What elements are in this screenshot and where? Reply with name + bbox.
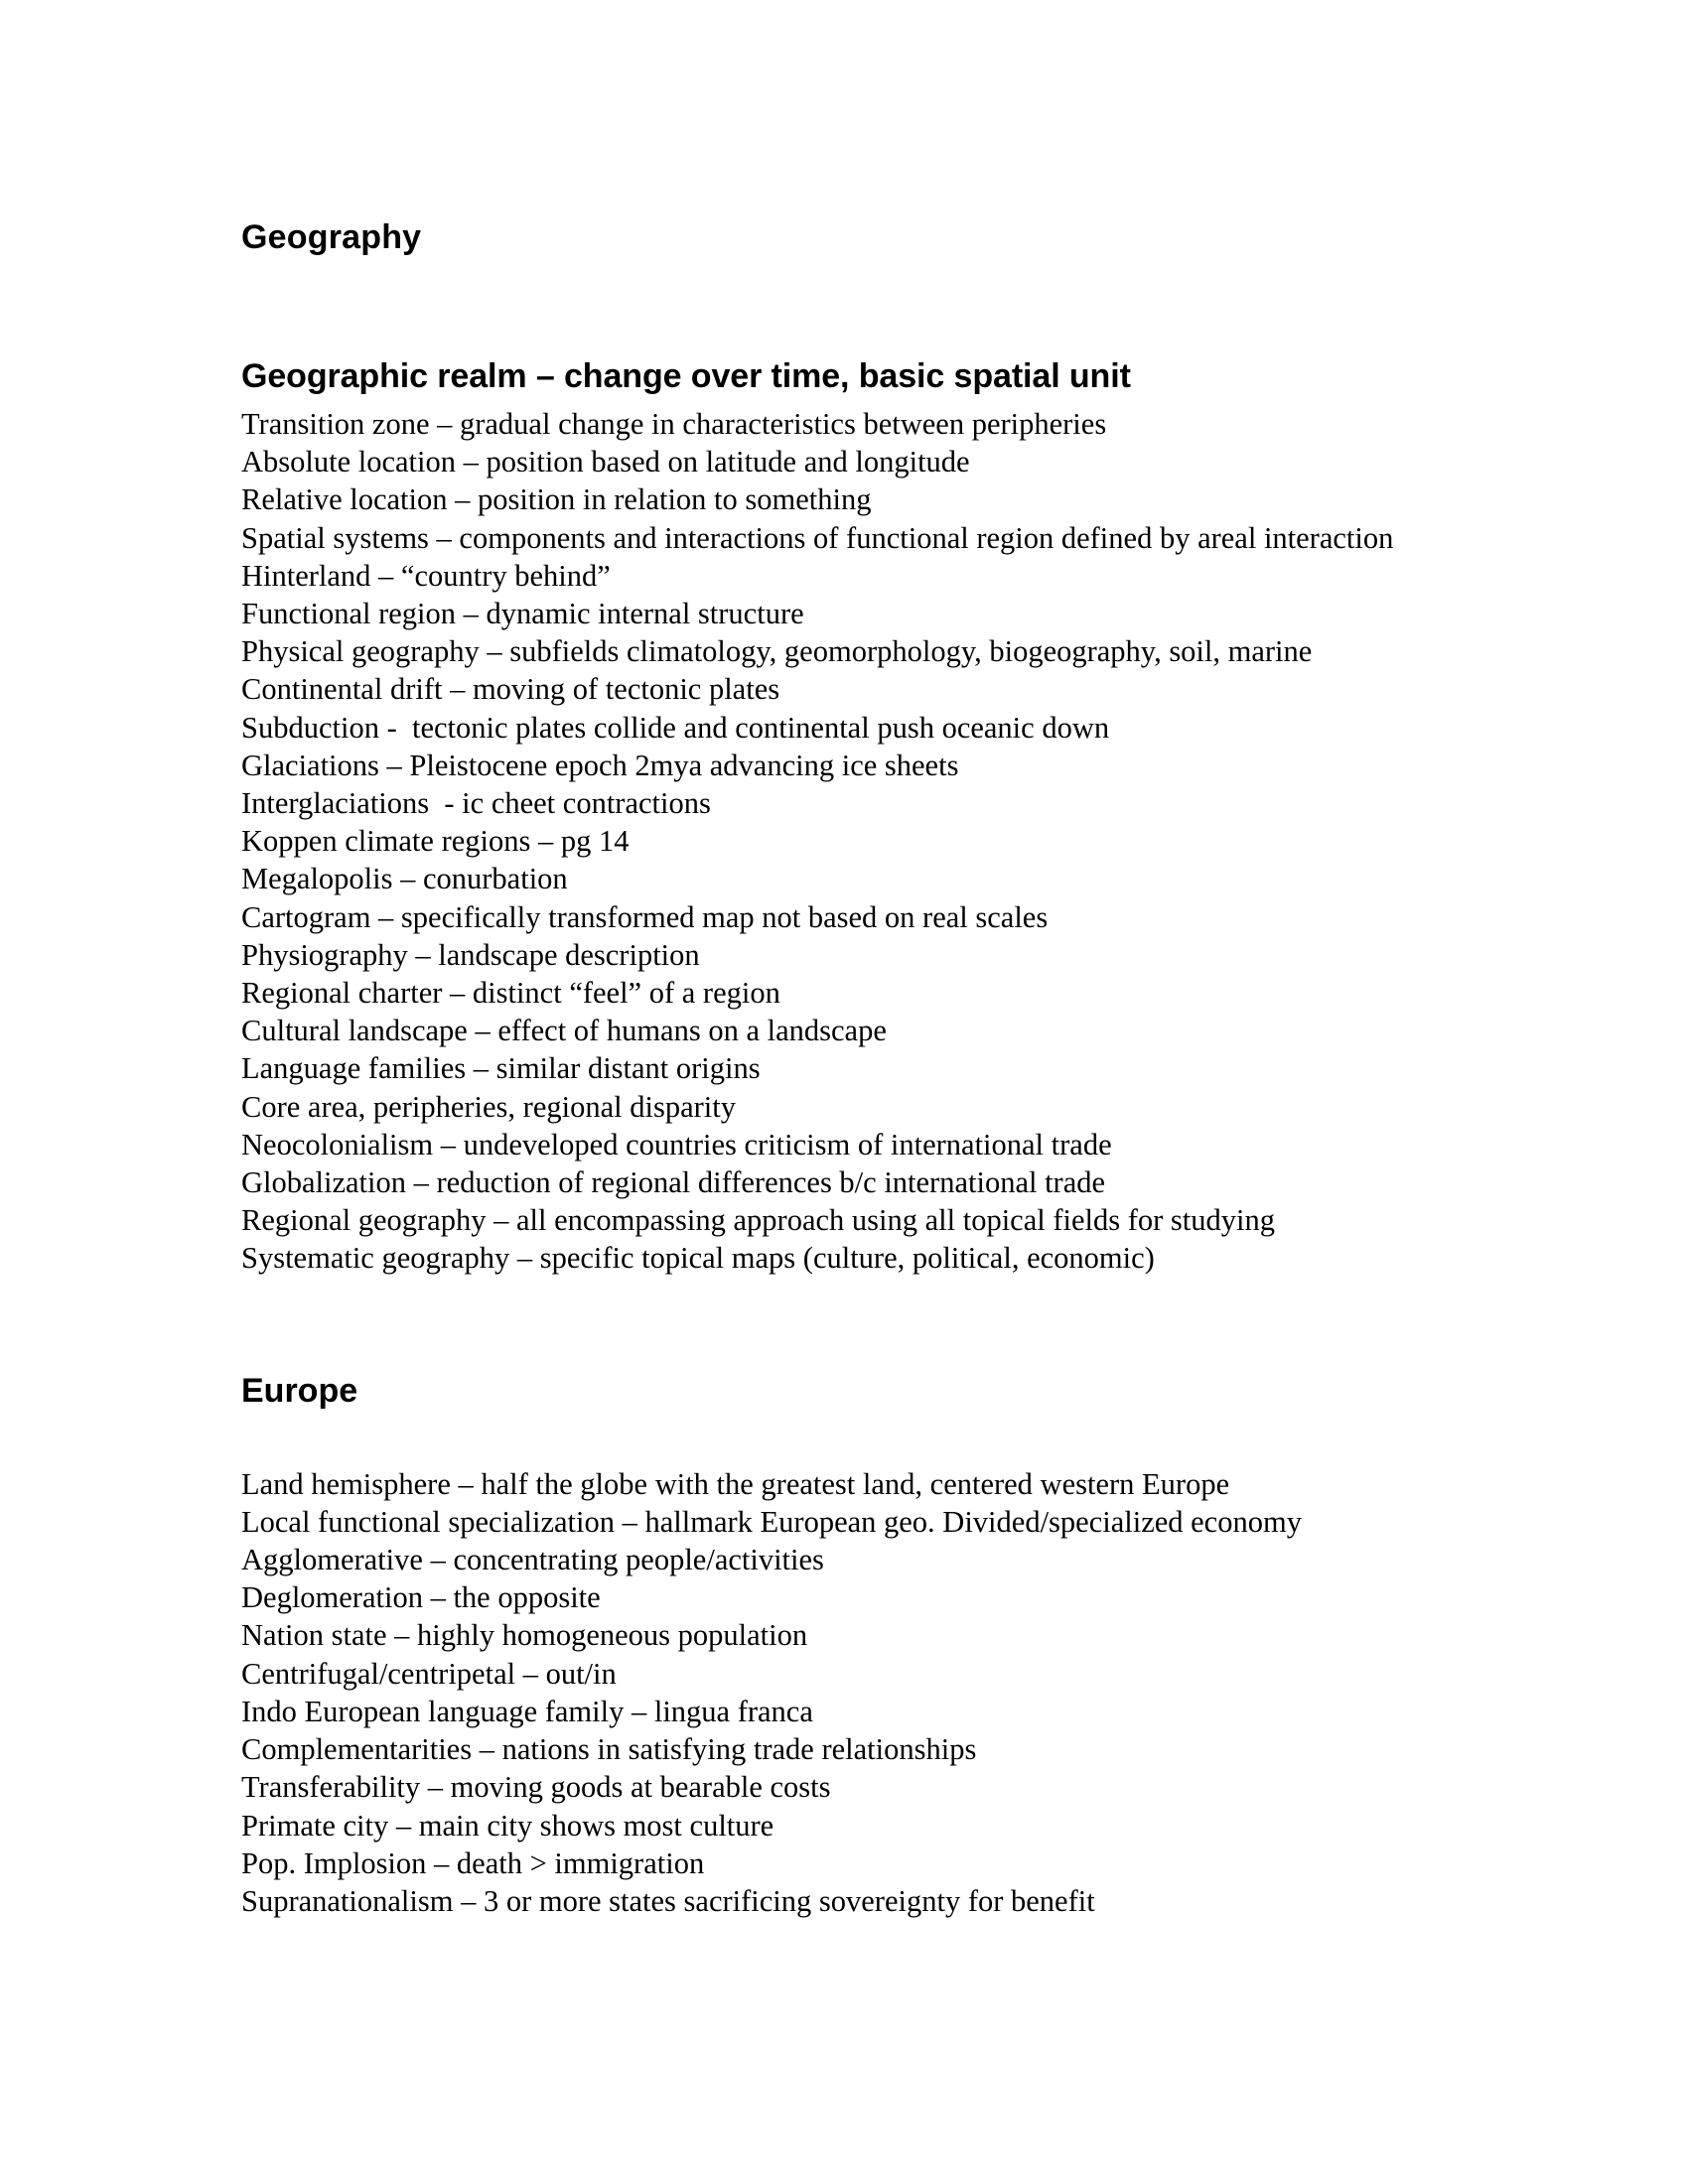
document-content	[241, 216, 1473, 1920]
note-line: Physiography – landscape description	[241, 937, 700, 972]
note-line: Systematic geography – specific topical maps (culture, political, economic)	[241, 1241, 1155, 1276]
note-line: Absolute location – position based on latitude and longitude	[241, 445, 970, 479]
note-line: Language families – similar distant origins	[241, 1051, 761, 1086]
note-line: Subduction - tectonic plates collide and continental push oceanic down	[241, 710, 1110, 745]
note-line: Interglaciations - ic cheet contractions	[241, 786, 711, 821]
note-line: Hinterland – “country behind”	[241, 558, 611, 593]
note-line: Functional region – dynamic internal structure	[241, 597, 804, 631]
note-line: Agglomerative – concentrating people/activities	[241, 1543, 824, 1577]
note-line: Megalopolis – conurbation	[241, 862, 568, 896]
note-line: Supranationalism – 3 or more states sacrificing sovereignty for benefit	[241, 1883, 1095, 1918]
note-line: Local functional specialization – hallmark European geo. Divided/specialized economy	[241, 1504, 1302, 1539]
note-line: Regional geography – all encompassing approach using all topical fields for studying	[241, 1203, 1275, 1238]
note-line: Spatial systems – components and interactions of functional region defined by areal interaction	[241, 520, 1394, 555]
note-line: Cartogram – specifically transformed map not based on real scales	[241, 899, 1049, 934]
section-body-europe	[241, 1458, 1473, 1920]
note-line: Globalization – reduction of regional differences b/c international trade	[241, 1165, 1106, 1200]
note-line: Core area, peripheries, regional disparity	[241, 1089, 736, 1124]
note-line: Koppen climate regions – pg 14	[241, 824, 630, 859]
note-line: Deglomeration – the opposite	[241, 1580, 601, 1615]
section-heading-europe: Europe	[241, 1371, 358, 1410]
note-line: Nation state – highly homogeneous population	[241, 1618, 808, 1653]
section-body-geographic-realm	[241, 398, 1473, 1278]
note-line: Complementarities – nations in satisfying trade relationships	[241, 1732, 977, 1767]
note-line: Transferability – moving goods at bearable costs	[241, 1770, 831, 1805]
page-title: Geography	[241, 218, 422, 256]
europe-heading-spacer	[241, 1413, 1473, 1458]
note-line: Indo European language family – lingua franca	[241, 1694, 813, 1728]
note-line: Regional charter – distinct “feel” of a region	[241, 976, 780, 1011]
note-line: Relative location – position in relation to something	[241, 482, 872, 517]
note-line: Continental drift – moving of tectonic plates	[241, 672, 780, 707]
section-heading-geographic-realm: Geographic realm – change over time, basic spatial unit	[241, 357, 1131, 395]
section-spacer	[241, 1278, 1473, 1369]
note-line: Primate city – main city shows most culture	[241, 1808, 774, 1843]
note-line: Pop. Implosion – death > immigration	[241, 1845, 705, 1880]
title-spacer	[241, 258, 1473, 354]
note-line: Transition zone – gradual change in characteristics between peripheries	[241, 407, 1107, 441]
note-line: Centrifugal/centripetal – out/in	[241, 1656, 617, 1691]
note-line: Physical geography – subfields climatology, geomorphology, biogeography, soil, marine	[241, 634, 1313, 669]
note-line: Neocolonialism – undeveloped countries criticism of international trade	[241, 1127, 1112, 1161]
note-line: Cultural landscape – effect of humans on a landscape	[241, 1014, 887, 1048]
note-line: Glaciations – Pleistocene epoch 2mya advancing ice sheets	[241, 748, 959, 782]
note-line: Land hemisphere – half the globe with the greatest land, centered western Europe	[241, 1466, 1230, 1501]
